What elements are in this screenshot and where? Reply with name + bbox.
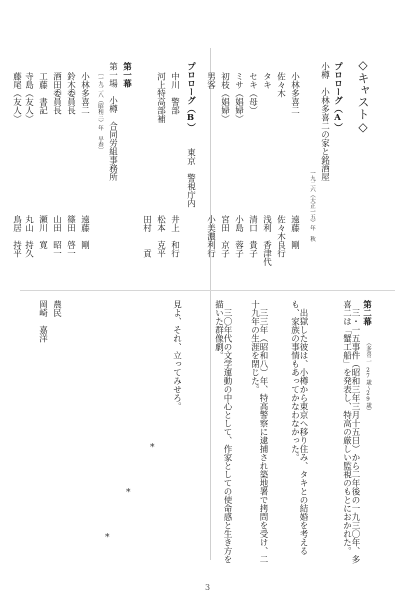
role-name: 鈴木委員長 <box>65 72 76 115</box>
role-name: タキ <box>261 72 272 89</box>
role-name: ミサ（娼婦） <box>233 72 244 123</box>
prologue-a-heading: プロローグ（A） <box>332 62 343 132</box>
role-name: 佐々木 <box>275 72 286 98</box>
actor-name: 佐々木良行 <box>275 215 286 258</box>
essay-paragraph: 三・一五事件（昭和三年三月十五日）から二年後の一九三〇年、多喜二は「蟹工船」を発表し、特高の厳しい監視のもとにおかれた。 <box>341 300 360 564</box>
prologue-a-date: 一九二六（大正一五）年 秋 <box>309 170 315 242</box>
actor-name: 小島 蓉子 <box>233 215 244 258</box>
asterisk-ornament: * <box>126 488 131 498</box>
role-name: 小林多喜二 <box>289 72 300 115</box>
prologue-b-subheading: 東京 警視庁内 <box>185 148 196 208</box>
actor-name: 清口 貴子 <box>247 215 258 258</box>
role-name: 男客 <box>205 72 216 89</box>
role-name: 初枝（娼婦） <box>219 72 230 123</box>
actor-name: 鳥居 持平 <box>11 215 22 258</box>
essay-paragraph: 出獄した彼は、小樽から東京へ移り住み、タキとの結婚を考えるも、家族の事情もあってかなわなかった。 <box>289 300 308 555</box>
role-name: 工藤 書記 <box>37 72 48 115</box>
actor-name: 浅利 香津代 <box>261 215 272 266</box>
essay-closing: 見よ、それ、立ってみせろ。 <box>171 300 182 411</box>
actor-name: 松本 克平 <box>155 215 166 258</box>
asterisk-ornament: * <box>105 533 110 543</box>
role-name: 河上特高部補 <box>155 72 166 123</box>
actor-name: 丸山 持久 <box>23 215 34 258</box>
actor-name: 岡崎 嘉洋 <box>37 300 48 343</box>
role-name: 小林多喜二 <box>79 72 90 115</box>
role-name: セキ（母） <box>247 72 258 115</box>
actor-name: 田村 貢 <box>141 215 152 258</box>
actor-name: 瀬川 寛 <box>37 215 48 249</box>
prologue-a-subheading: 小樽 小林多喜二の家と銘酒屋 <box>319 62 330 181</box>
column-divider <box>210 48 211 560</box>
asterisk-ornament: * <box>150 443 155 453</box>
page-number: 3 <box>205 583 211 592</box>
section-divider <box>20 290 395 291</box>
role-name: 農民 <box>51 300 62 317</box>
essay-subheading: （多喜二 27歳〜29歳） <box>365 340 371 414</box>
actor-name: 井上 和行 <box>169 215 180 258</box>
act1-heading: 第一幕 <box>121 62 132 88</box>
role-name: 寺島（友人） <box>23 72 34 123</box>
act1-date: 〔一九二八（昭和三）年 早春〕 <box>97 70 103 153</box>
essay-heading: 第二幕 <box>361 300 372 326</box>
role-name: 藤尾（友人） <box>11 72 22 123</box>
actor-name: 遠藤 剛 <box>79 215 90 249</box>
prologue-b-heading: プロローグ（B） <box>185 62 196 132</box>
essay-paragraph: 三〇年代の文学運動の中心として、作家としての使命感と生き方を描いた群像劇。 <box>213 300 232 564</box>
cast-title: ◇キャスト◇ <box>356 58 370 134</box>
act1-scene: 第一場 小樽 合同労組事務所 <box>107 62 118 181</box>
role-name: 中川 警部 <box>169 72 180 115</box>
actor-name: 山田 昭一 <box>51 215 62 258</box>
actor-name: 小美濃利行 <box>205 215 216 258</box>
actor-name: 遠藤 剛 <box>289 215 300 249</box>
actor-name: 宮田 京子 <box>219 215 230 258</box>
role-name: 酒田委員長 <box>51 72 62 115</box>
actor-name: 篠田 啓一 <box>65 215 76 258</box>
essay-paragraph: 三三年（昭和八）年、特高警察に逮捕され築地署で拷問を受け、二十九年の生涯を閉じた。 <box>249 300 268 564</box>
